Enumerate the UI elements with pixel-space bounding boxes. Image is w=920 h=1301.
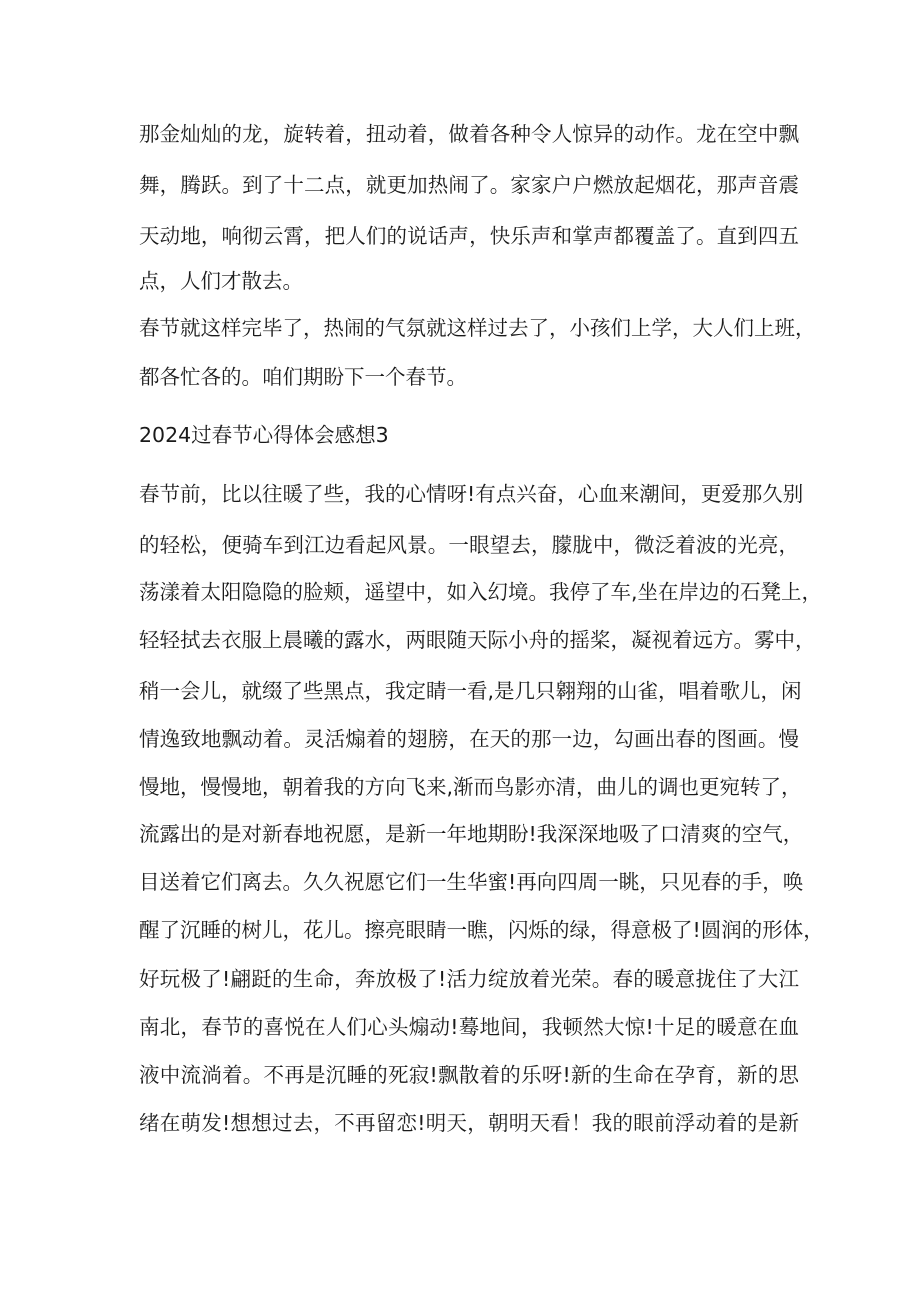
paragraph-3-line-2: 的轻松，便骑车到江边看起风景。一眼望去，朦胧中，微泛着波的光亮，	[139, 533, 799, 557]
paragraph-1-line-1: 那金灿灿的龙，旋转着，扭动着，做着各种令人惊异的动作。龙在空中飘	[139, 122, 799, 146]
paragraph-1-line-4: 点，人们才散去。	[139, 269, 303, 293]
paragraph-3-line-10: 醒了沉睡的树儿，花儿。擦亮眼睛一瞧，闪烁的绿，得意极了!圆润的形体，	[139, 918, 824, 942]
paragraph-2-line-2: 都各忙各的。咱们期盼下一个春节。	[139, 365, 467, 389]
paragraph-3-line-6: 情逸致地飘动着。灵活煽着的翅膀，在天的那一边，勾画出春的图画。慢	[139, 727, 799, 751]
paragraph-1-line-3: 天动地，响彻云霄，把人们的说话声，快乐声和掌声都覆盖了。直到四五	[139, 224, 799, 248]
paragraph-3-line-14: 绪在萌发!想想过去，不再留恋!明天，朝明天看！我的眼前浮动着的是新	[139, 1111, 799, 1135]
paragraph-3-line-12: 南北，春节的喜悦在人们心头煽动!蓦地间，我顿然大惊!十足的暖意在血	[139, 1015, 799, 1039]
paragraph-3-line-13: 液中流淌着。不再是沉睡的死寂!飘散着的乐呀!新的生命在孕育，新的思	[139, 1063, 799, 1087]
paragraph-3-line-8: 流露出的是对新春地祝愿，是新一年地期盼!我深深地吸了口清爽的空气，	[139, 822, 804, 846]
paragraph-3-line-5: 稍一会儿，就缀了些黑点，我定睛一看,是几只翱翔的山雀，唱着歌儿，闲	[139, 679, 802, 703]
paragraph-2-line-1: 春节就这样完毕了，热闹的气氛就这样过去了，小孩们上学，大人们上班，	[139, 316, 816, 340]
paragraph-3-line-9: 目送着它们离去。久久祝愿它们一生华蜜!再向四周一眺，只见春的手，唤	[139, 870, 804, 894]
paragraph-3-line-3: 荡漾着太阳隐隐的脸颊，遥望中，如入幻境。我停了车,坐在岸边的石凳上，	[139, 580, 823, 604]
paragraph-3-line-7: 慢地，慢慢地，朝着我的方向飞来,渐而鸟影亦清，曲儿的调也更宛转了，	[139, 775, 802, 799]
section-heading: 2024过春节心得体会感想3	[139, 423, 389, 447]
paragraph-3-line-1: 春节前，比以往暖了些，我的心情呀!有点兴奋，心血来潮间，更爱那久别	[139, 482, 804, 506]
paragraph-3-line-4: 轻轻拭去衣服上晨曦的露水，两眼随天际小舟的摇桨，凝视着远方。雾中，	[139, 628, 816, 652]
paragraph-1-line-2: 舞，腾跃。到了十二点，就更加热闹了。家家户户燃放起烟花，那声音震	[139, 173, 799, 197]
paragraph-3-line-11: 好玩极了!翩跹的生命，奔放极了!活力绽放着光荣。春的暖意拢住了大江	[139, 967, 799, 991]
